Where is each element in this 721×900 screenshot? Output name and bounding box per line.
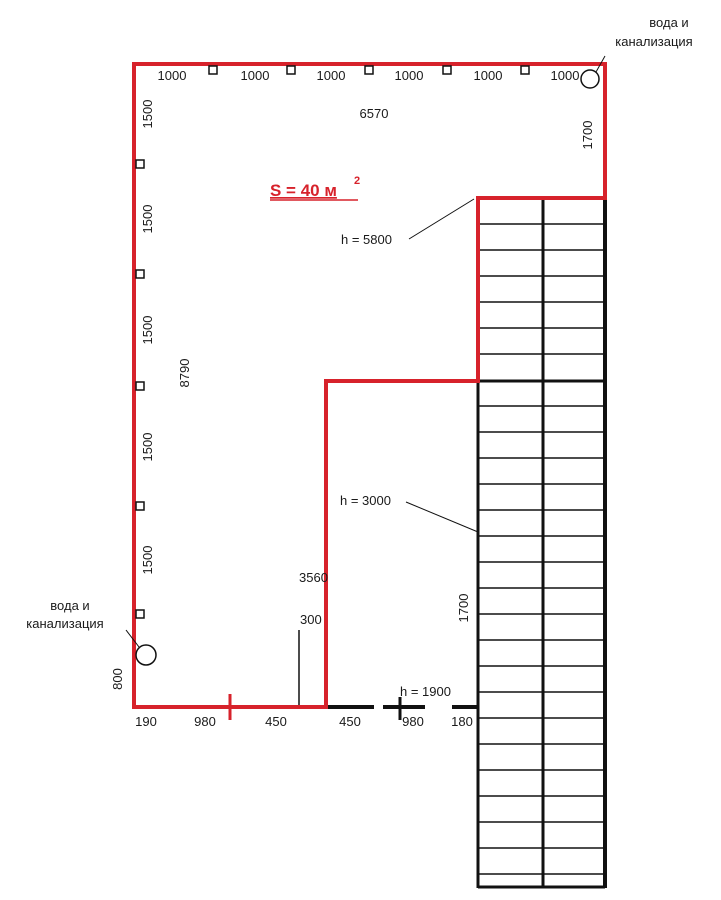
leader-line xyxy=(406,502,478,532)
dim-bottom-2: 980 xyxy=(194,714,216,729)
area-label: S = 40 м xyxy=(270,181,337,200)
leader-line xyxy=(409,199,474,239)
dim-left-bottom: 800 xyxy=(110,668,125,690)
water-outlet-top-right xyxy=(581,70,599,88)
staircase xyxy=(478,198,605,888)
height-label-middle: h = 3000 xyxy=(340,493,391,508)
outlet-marker xyxy=(521,66,529,74)
dim-left-4: 1500 xyxy=(140,432,155,462)
dim-bottom-5: 980 xyxy=(402,714,424,729)
note-water-top-right-line1: вода и xyxy=(649,15,689,30)
dim-top-3: 1000 xyxy=(316,68,346,83)
dim-bottom-4: 450 xyxy=(339,714,361,729)
dim-inner-offset: 300 xyxy=(300,612,322,627)
area-label-superscript: 2 xyxy=(354,175,361,187)
leader-lines xyxy=(126,56,605,647)
note-water-top-right-line2: канализация xyxy=(615,34,693,49)
dim-bottom-1: 190 xyxy=(135,714,157,729)
outlet-marker xyxy=(287,66,295,74)
dim-stair-width: 1700 xyxy=(456,593,471,623)
outlet-marker xyxy=(365,66,373,74)
dim-left-3: 1500 xyxy=(140,315,155,345)
outlet-marker xyxy=(136,382,144,390)
dim-top-6: 1000 xyxy=(550,68,580,83)
outlet-marker xyxy=(209,66,217,74)
note-water-bottom-left-line2: канализация xyxy=(26,616,104,631)
outlet-marker xyxy=(136,270,144,278)
dim-top-4: 1000 xyxy=(394,68,424,83)
dim-inner-step: 3560 xyxy=(299,570,328,585)
dim-bottom-6: 180 xyxy=(451,714,473,729)
dim-top-5: 1000 xyxy=(473,68,503,83)
dim-top-2: 1000 xyxy=(240,68,270,83)
room-outline xyxy=(134,64,605,707)
outlet-marker xyxy=(136,160,144,168)
dim-left-2: 1500 xyxy=(140,204,155,234)
outlet-marker xyxy=(136,610,144,618)
dim-right-upper: 1700 xyxy=(580,120,595,150)
note-water-bottom-left-line1: вода и xyxy=(50,598,90,613)
outlet-marker xyxy=(443,66,451,74)
outlet-marker xyxy=(136,502,144,510)
height-label-upper: h = 5800 xyxy=(341,232,392,247)
dim-top-1: 1000 xyxy=(157,68,187,83)
dim-left-5: 1500 xyxy=(140,545,155,575)
height-label-lower: h = 1900 xyxy=(400,684,451,699)
dim-bottom-3: 450 xyxy=(265,714,287,729)
dim-total-height: 8790 xyxy=(177,358,192,388)
dim-total-width: 6570 xyxy=(359,106,389,121)
dim-left-1: 1500 xyxy=(140,99,155,129)
water-outlet-bottom-left xyxy=(136,645,156,665)
